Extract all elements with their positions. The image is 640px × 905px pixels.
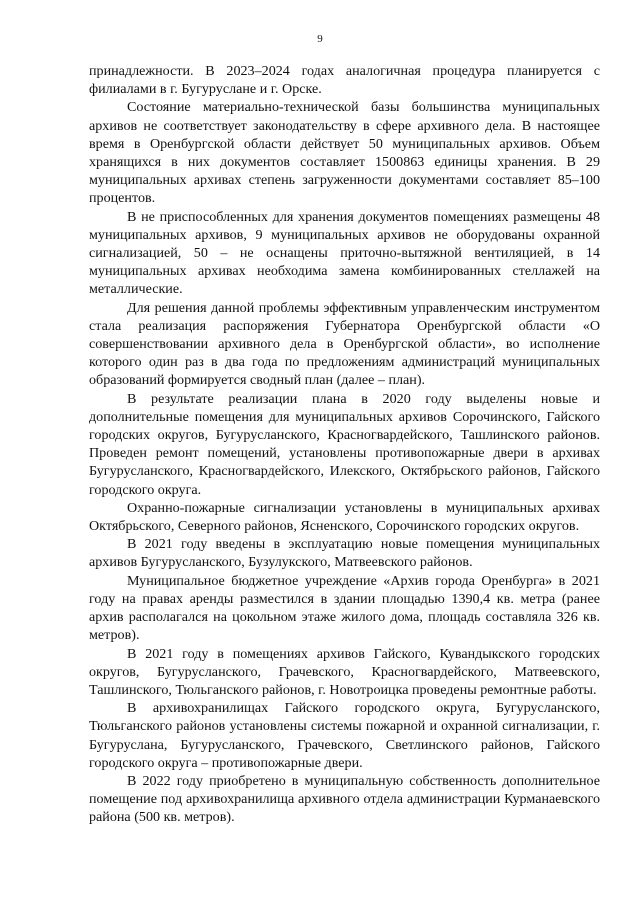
- paragraph-continuation: принадлежности. В 2023–2024 годах аналогичная процедура планируется с филиалами в г. Бугуруслане и г. Орске.: [89, 63, 600, 98]
- page-number: 9: [317, 33, 323, 45]
- paragraph-alarm-systems: В архивохранилищах Гайского городского округа, Бугурусланского, Тюльганского районов установлены системы пожарной и охранной сигнализации, г. Бугуруслана, Бугурусланского, Грачевского, Светлинского районов, Гайского городского округа – противопожарные двери.: [89, 700, 600, 771]
- paragraph-governor-order: Для решения данной проблемы эффективным управленческим инструментом стала реализация распоряжения Губернатора Оренбургской области «О совершенствовании архивного дела в Оренбургской области», во исполнение которого один раз в два года по предложениям администраций муниципальных образований формируется сводный план (далее – план).: [89, 299, 600, 389]
- paragraph-fire-alarms: Охранно-пожарные сигнализации установлены в муниципальных архивах Октябрьского, Северного районов, Ясненского, Сорочинского городских округов.: [89, 499, 600, 535]
- paragraph-results-2020: В результате реализации плана в 2020 году выделены новые и дополнительные помещения для муниципальных архивов Сорочинского, Гайского городских округов, Бугурусланского, Красногвардейского, Ташлинского районов. Проведен ремонт помещений, установлены противопожарные двери в архивах Бугурусланского, Красногвардейского, Илекского, Октябрьского районов, Гайского городского округа.: [89, 390, 600, 498]
- paragraph-acquisition-2022: В 2022 году приобретено в муниципальную собственность дополнительное помещение под архивохранилища архивного отдела администрации Курманаевского района (500 кв. метров).: [89, 772, 600, 826]
- paragraph-material-base: Состояние материально-технической базы большинства муниципальных архивов не соответствует законодательству в сфере архивного дела. В настоящее время в Оренбургской области действует 50 муниципальных архивов. Объем хранящихся в них документов составляет 1500863 единицы хранения. В 29 муниципальных архивах степень загруженности документами составляет 85–100 процентов.: [89, 99, 600, 207]
- paragraph-repairs-2021: В 2021 году в помещениях архивов Гайского, Кувандыкского городских округов, Бугурусланского, Грачевского, Красногвардейского, Матвеевского, Ташлинского, Тюльганского районов, г. Новотроицка проведены ремонтные работы.: [89, 645, 600, 698]
- paragraph-orenburg-archive: Муниципальное бюджетное учреждение «Архив города Оренбурга» в 2021 году на правах аренды разместился в здании площадью 1390,4 кв. метра (ранее архив располагался на цокольном этаже жилого дома, площадь составляла 326 кв. метров).: [89, 572, 600, 644]
- paragraph-unsuitable-premises: В не приспособленных для хранения документов помещениях размещены 48 муниципальных архивов, 9 муниципальных архивов не оборудованы охранной сигнализацией, 50 – не оснащены приточно-вытяжной вентиляцией, в 14 муниципальных архивах необходима замена комбинированных стеллажей на металлические.: [89, 208, 600, 298]
- document-body: [89, 62, 600, 827]
- paragraph-new-premises-2021: В 2021 году введены в эксплуатацию новые помещения муниципальных архивов Бугурусланского, Бузулукского, Матвеевского районов.: [89, 536, 600, 571]
